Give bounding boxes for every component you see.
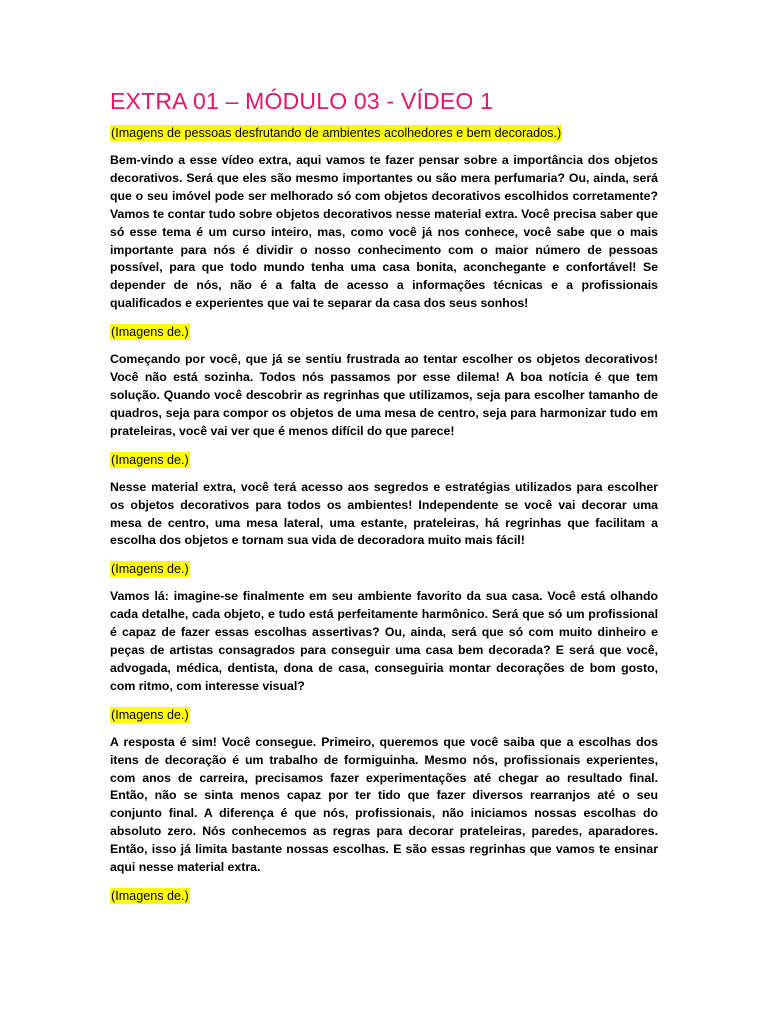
image-note [110, 323, 658, 341]
highlighted-note-text: (Imagens de.) [111, 452, 189, 467]
highlighted-note-text: (Imagens de.) [111, 889, 189, 903]
image-note [110, 560, 658, 578]
highlighted-note-text: (Imagens de.) [111, 707, 189, 722]
document-title: EXTRA 01 – MÓDULO 03 - VÍDEO 1 [110, 88, 494, 114]
highlighted-note-text: (Imagens de.) [111, 325, 189, 340]
image-note [110, 887, 658, 905]
highlighted-note-text: (Imagens de.) [111, 562, 189, 577]
body-paragraph: Começando por você, que já se sentiu frustrada ao tentar escolher os objetos decorativos! Você não está sozinha. Todos nós passamos por esse dilema! A boa notícia é que tem solução. Quando você descobrir as regrinhas que utilizamos, seja para escolher tamanho de quadros, seja para compor os objetos de uma mesa de centro, seja para harmonizar tudo em prateleiras, você vai ver que é menos difícil do que parece! [110, 352, 658, 438]
body-paragraph: Nesse material extra, você terá acesso aos segredos e estratégias utilizados para escolher os objetos decorativos para todos os ambientes! Independente se você vai decorar uma mesa de centro, uma mesa lateral, uma estante, prateleiras, há regrinhas que facilitam a escolha dos objetos e tornam sua vida de decoradora muito mais fácil! [110, 479, 658, 548]
document-page [110, 86, 658, 915]
highlighted-note-text: (Imagens de pessoas desfrutando de ambientes acolhedores e bem decorados.) [111, 126, 562, 140]
image-note [110, 451, 658, 469]
body-paragraph: Bem-vindo a esse vídeo extra, aqui vamos te fazer pensar sobre a importância dos objetos decorativos. Será que eles são mesmo importantes ou são mera perfumaria? Ou, ainda, será que o seu imóvel pode ser melhorado só com objetos decorativos escolhidos corretamente? Vamos te contar tudo sobre objetos decorativos nesse material extra. Você precisa saber que só esse tema é um curso inteiro, mas, como você já nos conhece, você sabe que o mais importante para nós é dividir o nosso conhecimento com o maior número de pessoas possível, para que todo mundo tenha uma casa bonita, aconchegante e confortável! Se depender de nós, não é a falta de acesso a informações técnicas e a profissionais qualificados e experientes que vai te separar da casa dos seus sonhos! [110, 153, 658, 311]
body-paragraph: A resposta é sim! Você consegue. Primeiro, queremos que você saiba que a escolhas dos itens de decoração é um trabalho de formiguinha. Mesmo nós, profissionais experientes, com anos de carreira, precisamos fazer experimentações até chegar ao resultado final. Então, não se sinta menos capaz por ter tido que fazer diversos rearranjos até o seu conjunto final. A diferença é que nós, profissionais, não iniciamos nossas escolhas do absoluto zero. Nós conhecemos as regras para decorar prateleiras, paredes, aparadores. Então, isso já limita bastante nossas escolhas. E são essas regrinhas que vamos te ensinar aqui nesse material extra. [110, 734, 658, 875]
image-note [110, 124, 658, 142]
document-body [110, 124, 658, 905]
body-paragraph: Vamos lá: imagine-se finalmente em seu ambiente favorito da sua casa. Você está olhando cada detalhe, cada objeto, e tudo está perfeitamente harmônico. Será que só um profissional é capaz de fazer essas escolhas assertivas? Ou, ainda, será que só com muito dinheiro e peças de artistas consagrados para conseguir uma casa bem decorada? E será que você, advogada, médica, dentista, dona de casa, conseguiria montar decorações de bom gosto, com ritmo, com interesse visual? [110, 589, 658, 693]
image-note [110, 706, 658, 724]
